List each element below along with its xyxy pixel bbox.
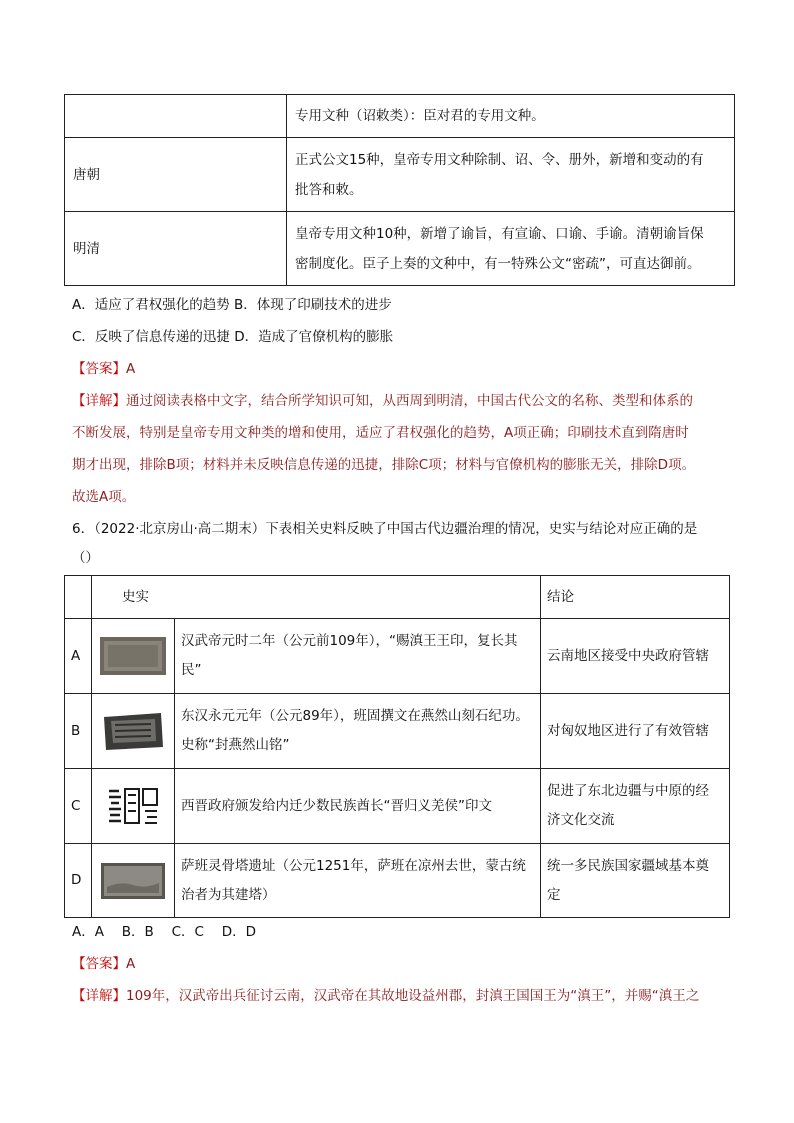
cell-line: 定 <box>547 886 561 903</box>
table-row <box>65 694 730 769</box>
table-cell-fact <box>175 769 541 844</box>
row-letter: A <box>65 619 92 694</box>
table-cell-content <box>287 138 735 212</box>
row-letter: D <box>65 844 92 918</box>
detail-text: 通过阅读表格中文字，结合所学知识可知，从西周到明清，中国古代公文的名称、类型和体系的 <box>126 393 693 409</box>
cell-line: 密制度化。臣子上奏的文种中，有一特殊公文“密疏”，可直达御前。 <box>295 255 701 272</box>
cell-line: 民” <box>181 662 202 678</box>
table-row <box>65 619 730 694</box>
answer-value: A <box>126 361 136 377</box>
detail-label: 【详解】 <box>72 988 126 1004</box>
artifact-image <box>92 769 175 844</box>
table-cell-conclusion <box>541 694 730 769</box>
answer-line <box>72 954 135 974</box>
table-cell-era: 明清 <box>65 212 287 286</box>
answer-line <box>72 359 135 379</box>
table-cell-conclusion <box>541 844 730 918</box>
detail-line <box>72 391 693 411</box>
pagoda-ruins-image <box>101 863 165 899</box>
artifact-image <box>92 619 175 694</box>
answer-value: A <box>126 956 136 972</box>
artifact-image <box>92 844 175 918</box>
table-cell-conclusion <box>541 769 730 844</box>
seal-image <box>100 637 166 675</box>
cell-line: 促进了东北边疆与中原的经 <box>547 783 709 799</box>
table-row <box>65 844 730 918</box>
cell-line: 云南地区接受中央政府管辖 <box>547 647 709 664</box>
option-line: A．A B．B C．C D．D <box>72 924 257 940</box>
cell-line: 治者为其建塔） <box>181 886 276 903</box>
option-line: C．反映了信息传递的迅捷 D．造成了官僚机构的膨胀 <box>72 329 394 345</box>
cell-line: 批答和敕。 <box>295 181 363 198</box>
table-row <box>65 95 735 138</box>
cell-line: 萨班灵骨塔遗址（公元1251年，萨班在凉州去世，蒙古统 <box>181 857 526 874</box>
table-cell-content <box>287 95 735 138</box>
answer-label: 【答案】 <box>72 956 126 972</box>
table-cell-era: 唐朝 <box>65 138 287 212</box>
cell-line: 对匈奴地区进行了有效管辖 <box>547 722 709 739</box>
row-letter: C <box>65 769 92 844</box>
table-cell-era <box>65 95 287 138</box>
artifact-image <box>92 694 175 769</box>
table-header-row <box>65 576 730 619</box>
answer-label: 【答案】 <box>72 361 126 377</box>
row-letter: B <box>65 694 92 769</box>
cell-line: 西晋政府颁发给内迁少数民族酋长“晋归义羌侯”印文 <box>181 797 492 814</box>
cell-line: 汉武帝元时二年（公元前109年），“赐滇王王印，复长其 <box>181 633 518 649</box>
option-line: A．适应了君权强化的趋势 B．体现了印刷技术的进步 <box>72 297 392 313</box>
table-cell-content <box>287 212 735 286</box>
question-stem: 6．（2022·北京房山·高二期末）下表相关史料反映了中国古代边疆治理的情况，史实与结论对应正确的是 <box>72 521 698 537</box>
header-conclusion: 结论 <box>541 576 730 619</box>
question-stem-paren: （） <box>72 550 99 566</box>
seal-print-image <box>105 783 161 829</box>
document-table-official-texts <box>64 94 735 286</box>
table-cell-fact <box>175 844 541 918</box>
table-row <box>65 212 735 286</box>
table-cell-conclusion <box>541 619 730 694</box>
detail-label: 【详解】 <box>72 393 126 409</box>
table-cell-fact <box>175 694 541 769</box>
document-table-frontier <box>64 575 730 918</box>
detail-line: 故选A项。 <box>72 489 136 505</box>
table-cell-fact <box>175 619 541 694</box>
detail-line: 不断发展，特别是皇帝专用文种类的增和使用，适应了君权强化的趋势，A项正确；印刷技术直到隋唐时 <box>72 425 689 441</box>
detail-line: 期才出现，排除B项；材料并未反映信息传递的迅捷，排除C项；材料与官僚机构的膨胀无关，排除D项。 <box>72 457 696 473</box>
table-row <box>65 138 735 212</box>
cell-line: 专用文种（诏敕类）：臣对君的专用文种。 <box>295 108 545 124</box>
cell-line: 东汉永元元年（公元89年），班固撰文在燕然山刻石纪功。 <box>181 708 529 724</box>
detail-text: 109年，汉武帝出兵征讨云南，汉武帝在其故地设益州郡，封滇王国国王为“滇王”，并赐“滇王之 <box>126 988 700 1004</box>
table-row <box>65 769 730 844</box>
header-fact: 史实 <box>92 576 541 619</box>
detail-line <box>72 986 699 1006</box>
cell-line: 正式公文15种，皇帝专用文种除制、诏、令、册外，新增和变动的有 <box>295 151 704 168</box>
cell-line: 皇帝专用文种10种，新增了谕旨，有宣谕、口谕、手谕。清朝谕旨保 <box>295 225 704 242</box>
inscription-image <box>101 711 165 751</box>
cell-line: 统一多民族国家疆域基本奠 <box>547 857 709 874</box>
cell-line: 济文化交流 <box>547 812 615 828</box>
cell-line: 史称“封燕然山铭” <box>181 737 290 753</box>
